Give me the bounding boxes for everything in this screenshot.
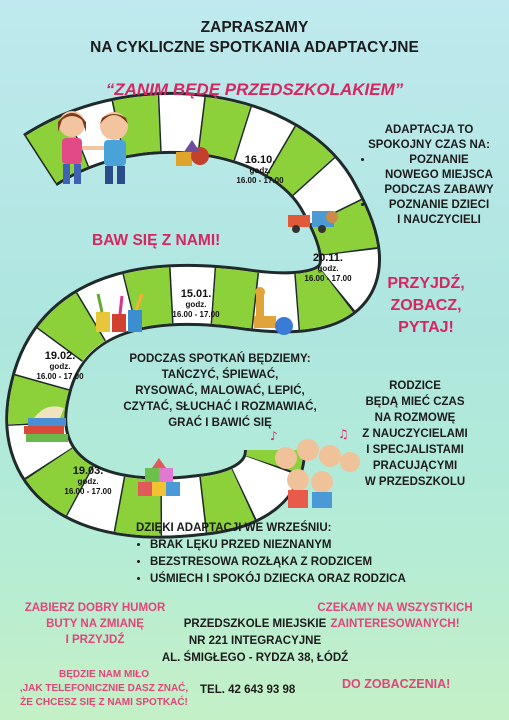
meeting-date-1: 16.10. godz. 16.00 - 17.00 — [236, 154, 284, 185]
adaptation-list — [354, 153, 504, 228]
benefits-heading: DZIĘKI ADAPTACJI WE WRZEŚNIU: — [136, 522, 332, 534]
benefits-list — [136, 537, 436, 588]
meeting-date-2: 20.11. godz. 16.00 - 17.00 — [304, 252, 352, 283]
toy-train-icon — [286, 205, 342, 235]
blocks-icon — [134, 456, 186, 500]
list-item: • BEZSTRESOWA ROZŁĄKA Z RODZICEM — [150, 554, 436, 571]
adaptation-heading-1: ADAPTACJA TO — [384, 124, 474, 136]
meeting-date-3: 15.01. godz. 16.00 - 17.00 — [172, 288, 220, 319]
page-title — [0, 18, 509, 58]
footer-left-text: ZABIERZ DOBRY HUMOR BUTY NA ZMIANĘ I PRZYJDŹ — [24, 602, 166, 646]
come-see-ask-text: PRZYJDŹ, ZOBACZ, PYTAJ! — [387, 275, 465, 336]
meeting-date-5: 19.03. godz. 16.00 - 17.00 — [64, 465, 112, 496]
svg-text:♪: ♪ — [270, 429, 278, 443]
title-line-2: NA CYKLICZNE SPOTKANIA ADAPTACYJNE — [90, 39, 419, 56]
footer-right-text: CZEKAMY NA WSZYSTKICH ZAINTERESOWANYCH! — [317, 602, 473, 630]
adaptation-heading-2: SPOKOJNY CZAS NA: — [368, 139, 490, 151]
books-icon — [20, 400, 74, 446]
phone-note: BĘDZIE NAM MIŁO ,JAK TELEFONICZNIE DASZ ZNAĆ, ŻE CHCESZ SIĘ Z NAMI SPOTKAĆ! — [19, 669, 189, 708]
art-supplies-icon — [92, 292, 150, 336]
phone-number: TEL. 42 643 93 98 — [200, 684, 296, 696]
school-address: PRZEDSZKOLE MIEJSKIE NR 221 INTEGRACYJNE AL. ŚMIGŁEGO - RYDZA 38, ŁÓDŹ — [161, 618, 349, 664]
goodbye-text: DO ZOBACZENIA! — [342, 677, 451, 691]
list-item: • UŚMIECH I SPOKÓJ DZIECKA ORAZ RODZICA — [150, 571, 436, 588]
meeting-date-4: 19.02. godz. 16.00 - 17.00 — [36, 350, 84, 381]
parents-section: RODZICE BĘDĄ MIEĆ CZAS NA ROZMOWĘ Z NAUCZYCIELAMI I SPECJALISTAMI PRACUJĄCYMI W PRZEDSZKOLU — [362, 380, 468, 488]
adaptation-section — [354, 123, 504, 228]
list-item: • POZNANIE DZIECI I NAUCZYCIELI — [374, 198, 504, 228]
list-item: • BRAK LĘKU PRZED NIEZNANYM — [150, 537, 436, 554]
giraffe-toy-icon — [246, 286, 294, 338]
event-subtitle: “ZANIM BĘDĘ PRZEDSZKOLAKIEM” — [105, 80, 404, 99]
kids-illustration — [42, 102, 152, 194]
activities-section: PODCZAS SPOTKAŃ BĘDZIEMY: TAŃCZYĆ, ŚPIEWAĆ, RYSOWAĆ, MALOWAĆ, LEPIĆ, CZYTAĆ, SŁUCHAĆ I ROZMAWIAĆ, GRAĆ I BAWIĆ SIĘ — [123, 353, 317, 429]
title-line-1: ZAPRASZAMY — [200, 19, 309, 36]
list-item: • POZNANIE NOWEGO MIEJSCA PODCZAS ZABAWY — [374, 153, 504, 198]
singing-children-illustration — [268, 428, 364, 510]
svg-text:♫: ♫ — [338, 428, 349, 441]
benefits-section — [136, 520, 436, 588]
toys-icon — [172, 134, 212, 170]
play-with-us-text: BAW SIĘ Z NAMI! — [92, 232, 221, 249]
